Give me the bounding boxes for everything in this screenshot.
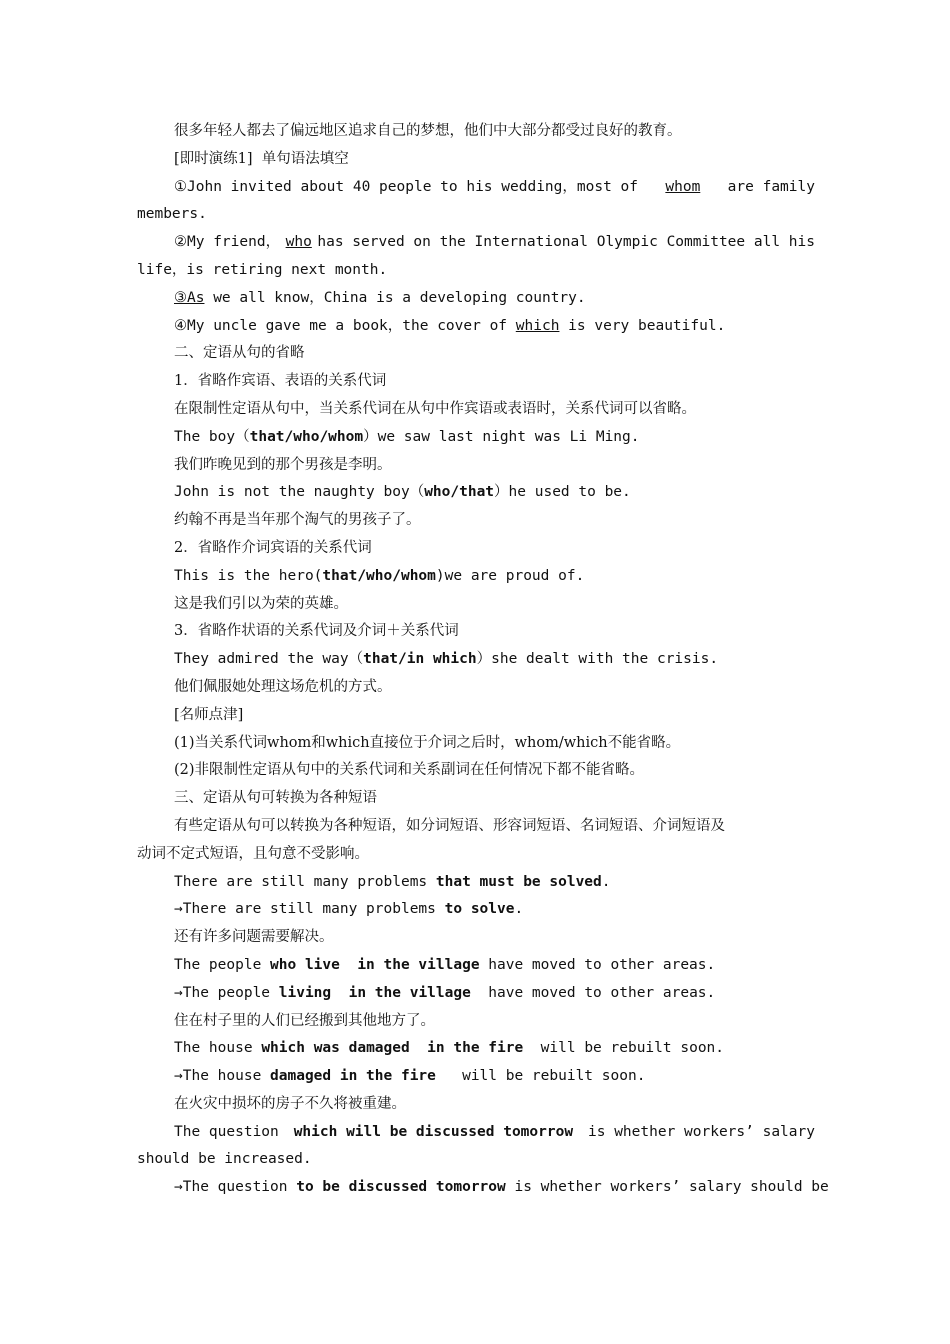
sentence-2-rewrite — [137, 980, 815, 1008]
example-2-text: John is not the naughty boy（ — [174, 484, 425, 501]
sentence-1-translation: 还有许多问题需要解决。 — [174, 929, 334, 946]
sentence-1-rewrite — [137, 896, 815, 924]
example-2-bold: who/that — [424, 484, 495, 501]
sentence-2-rewrite-text: →The people — [174, 984, 279, 1001]
sentence-4-text: The question — [174, 1123, 279, 1140]
sentence-4-end: is whether workers’ salary — [588, 1123, 815, 1140]
tip-2: (2)非限制性定语从句中的关系代词和关系副词在任何情况下都不能省略。 — [174, 762, 645, 779]
example-3-translation: 这是我们引以为荣的英雄。 — [174, 595, 348, 612]
intro-translation: 很多年轻人都去了偏远地区追求自己的梦想，他们中大部分都受过良好的教育。 — [174, 123, 682, 139]
sentence-1-text: There are still many problems — [174, 873, 436, 890]
example-1-translation: 我们昨晚见到的那个男孩是李明。 — [174, 456, 392, 473]
example-1 — [137, 424, 815, 452]
practice-heading: [即时演练1] 单句语法填空 — [174, 150, 349, 167]
example-1-text-end: ）we saw last night was Li Ming. — [363, 428, 640, 445]
sentence-3-end: will be rebuilt soon. — [523, 1040, 725, 1057]
sentence-3-rewrite-bold: damaged in the fire — [270, 1068, 436, 1085]
sentence-1 — [137, 869, 815, 897]
sentence-3 — [137, 1035, 815, 1063]
exercise-2-cont: life，is retiring next month. — [137, 261, 388, 278]
section-3-intro-cont: 动词不定式短语，且句意不受影响。 — [137, 845, 369, 862]
rule-text: 在限制性定语从句中，当关系代词在从句中作宾语或表语时，关系代词可以省略。 — [174, 400, 696, 417]
sentence-3-rewrite-end: will be rebuilt soon. — [435, 1068, 646, 1085]
exercise-1-cont: members. — [137, 206, 207, 223]
sentence-4-rewrite-end: is whether workers’ salary should be — [505, 1179, 829, 1196]
sentence-4-rewrite-bold: to be discussed tomorrow — [296, 1179, 506, 1196]
sentence-2-rewrite-bold: living in the village — [278, 984, 471, 1001]
tip-heading: [名师点津] — [174, 706, 244, 723]
example-3-text: This is the hero( — [174, 567, 323, 584]
example-4 — [137, 646, 815, 674]
subsection-2-3-heading: 3．省略作状语的关系代词及介词＋关系代词 — [174, 623, 459, 640]
sentence-1-rewrite-text: →There are still many problems — [174, 901, 445, 918]
exercise-4-answer: which — [515, 317, 560, 334]
sentence-4 — [137, 1119, 815, 1147]
exercise-1-answer: whom — [665, 178, 701, 195]
exercise-3 — [137, 285, 815, 313]
sentence-2-bold: who live in the village — [270, 956, 480, 973]
example-1-bold: that/who/whom — [249, 428, 364, 445]
sentence-4-rewrite — [137, 1174, 829, 1202]
sentence-2-translation: 住在村子里的人们已经搬到其他地方了。 — [174, 1012, 435, 1029]
exercise-2-answer: who — [285, 234, 312, 251]
sentence-3-translation: 在火灾中损坏的房子不久将被重建。 — [174, 1095, 406, 1112]
exercise-4-text: ④My uncle gave me a book，the cover of — [174, 317, 516, 334]
sentence-1-end: . — [601, 873, 611, 890]
sentence-1-rewrite-end: . — [514, 901, 524, 918]
sentence-4-cont: should be increased. — [137, 1151, 312, 1168]
example-3 — [137, 563, 815, 591]
sentence-2 — [137, 952, 815, 980]
exercise-4-text-end: is very beautiful. — [559, 317, 726, 334]
example-4-translation: 他们佩服她处理这场危机的方式。 — [174, 678, 392, 695]
example-1-text: The boy（ — [174, 428, 250, 445]
example-2-text-end: ）he used to be. — [494, 484, 631, 501]
exercise-1 — [137, 174, 815, 202]
subsection-2-2-heading: 2．省略作介词宾语的关系代词 — [174, 539, 372, 556]
exercise-2 — [137, 229, 815, 257]
example-4-text: They admired the way（ — [174, 651, 364, 668]
subsection-2-1-heading: 1．省略作宾语、表语的关系代词 — [174, 373, 387, 390]
sentence-4-bold: which will be discussed tomorrow — [293, 1123, 574, 1140]
document-page — [137, 118, 829, 1202]
sentence-3-text: The house — [174, 1040, 262, 1057]
tip-1: (1)当关系代词whom和which直接位于介词之后时，whom/which不能省略。 — [174, 734, 681, 751]
sentence-2-rewrite-end: have moved to other areas. — [470, 984, 716, 1001]
section-2-heading: 二、定语从句的省略 — [174, 345, 305, 362]
exercise-4 — [137, 313, 815, 341]
sentence-1-rewrite-bold: to solve — [444, 901, 515, 918]
exercise-1-text-end: are family — [727, 178, 815, 195]
exercise-3-answer: ③As — [174, 289, 205, 306]
example-4-bold: that/in which — [363, 651, 477, 668]
sentence-1-bold: that must be solved — [435, 873, 602, 890]
exercise-2-text: ②My friend， — [174, 234, 281, 251]
exercise-2-text-end: has served on the International Olympic Committee all his — [317, 234, 815, 251]
section-3-heading: 三、定语从句可转换为各种短语 — [174, 790, 377, 807]
exercise-3-text: we all know，China is a developing country. — [204, 289, 586, 306]
section-3-intro: 有些定语从句可以转换为各种短语，如分词短语、形容词短语、名词短语、介词短语及 — [174, 817, 725, 834]
example-2-translation: 约翰不再是当年那个淘气的男孩子了。 — [174, 512, 421, 529]
sentence-2-end: have moved to other areas. — [479, 956, 716, 973]
example-3-bold: that/who/whom — [322, 567, 436, 584]
sentence-3-bold: which was damaged in the fire — [261, 1040, 524, 1057]
example-4-text-end: ）she dealt with the crisis. — [476, 651, 719, 668]
example-2 — [137, 479, 815, 507]
sentence-4-rewrite-text: →The question — [174, 1179, 297, 1196]
exercise-1-text: ①John invited about 40 people to his wedding，most of — [174, 178, 638, 195]
sentence-2-text: The people — [174, 956, 271, 973]
sentence-3-rewrite-text: →The house — [174, 1068, 271, 1085]
sentence-3-rewrite — [137, 1063, 815, 1091]
example-3-text-end: )we are proud of. — [435, 567, 585, 584]
